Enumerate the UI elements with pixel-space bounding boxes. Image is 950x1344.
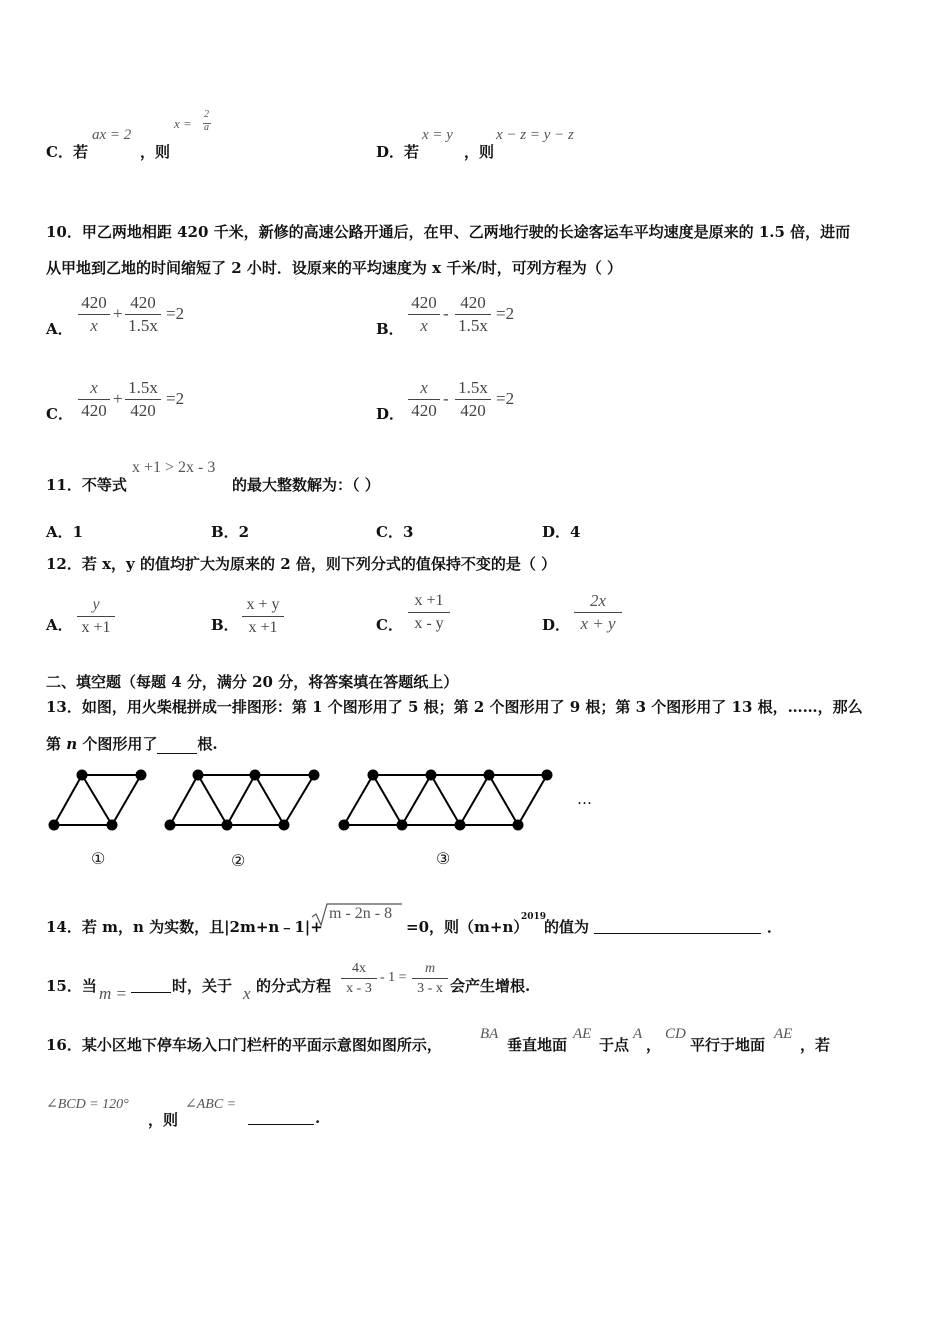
q10-c-frac2: $\frac{1.5x}{420}$ [125,377,161,422]
q16-end: . [315,1109,321,1127]
q10-d-frac1: $\frac{x}{420}$ [408,377,440,422]
q15-minus-one: - 1 = [380,970,407,985]
q11-option-a: A．1 [46,523,84,541]
q10-b-frac2: $\frac{420}{1.5x}$ [455,292,491,337]
q14-sqrt-radicand: m - 2n - 8 [329,905,393,922]
q13-figure-label-1: ① [91,849,106,868]
q11-prefix: 11．不等式 [46,476,127,494]
q15-m-equals: m = [99,984,127,1003]
q9-c-result-num: 2 [204,109,209,120]
q12-option-a-label: A． [46,616,73,634]
q16-text-5: ，若 [800,1036,831,1054]
q10-a-frac2: $\frac{420}{1.5x}$ [125,292,161,337]
q15-mid: 时，关于 [172,977,233,995]
q10-b-rhs: =2 [496,304,515,323]
q12-option-b-label: B． [211,616,239,634]
q10-stem-line1: 10．甲乙两地相距 420 千米，新修的高速公路开通后，在甲、乙两地行驶的长途客运车平均速度是原来的 1.5 倍，进而 [46,223,851,241]
q10-b-frac1: $\frac{420}{x}$ [408,292,440,337]
q14-mid: =0，则（m+n） [406,918,529,936]
q16-text-3: ， [646,1036,662,1054]
q16-prefix: 16．某小区地下停车场入口门栏杆的平面示意图如图所示， [46,1036,442,1054]
q10-option-b-label: B． [376,320,404,338]
q16-cd: CD [665,1026,686,1042]
figure-2 [166,771,319,830]
q10-a-op: + [113,304,123,323]
q10-c-rhs: =2 [166,389,185,408]
q9-d-label: D．若 [376,143,420,161]
q9-c-label: C．若 [46,143,88,161]
q9-d-then: ，则 [464,143,495,161]
q9-c-then: ，则 [140,143,171,161]
q13-answer-blank[interactable] [157,753,197,754]
q15-prefix: 15．当 [46,977,97,995]
q10-option-a-label: A． [46,320,73,338]
q10-d-rhs: =2 [496,389,515,408]
q16-ae-2: AE [774,1026,793,1042]
q14-prefix: 14．若 m，n 为实数，且|2m+n﹣1|+ [46,918,323,936]
q10-stem-line2: 从甲地到乙地的时间缩短了 2 小时．设原来的平均速度为 x 千米/时，可列方程为（ ） [46,259,622,277]
q11-option-b: B．2 [211,523,250,541]
q16-text-4: 平行于地面 [690,1036,766,1054]
q9-c-result-den: a [204,122,209,133]
q12-option-d-label: D． [542,616,571,634]
q16-ba: BA [480,1026,499,1042]
section-2-heading: 二、填空题（每题 4 分，满分 20 分，将答案填在答题纸上） [46,673,459,691]
q14-post: 的值为 [544,918,590,936]
q10-c-frac1: $\frac{x}{420}$ [78,377,110,422]
q13-figure-label-2: ② [231,851,246,870]
q10-a-frac1: $\frac{420}{x}$ [78,292,110,337]
q10-option-d-label: D． [376,405,405,423]
q11-inequality: x +1 > 2x - 3 [132,459,216,476]
q10-d-frac2: $\frac{1.5x}{420}$ [455,377,491,422]
q11-suffix: 的最大整数解为：（ ） [232,476,380,494]
q12-option-c-label: C． [376,616,403,634]
q12-d-frac: $\frac{2x}{x + y}$ [574,590,622,635]
q13-ellipsis: … [577,790,592,808]
q10-d-op: - [443,389,449,408]
q14-answer-blank[interactable] [594,915,761,934]
q15-answer-blank[interactable] [131,976,171,993]
q10-b-op: - [443,304,449,323]
q16-angle-abc: ∠ABC = [185,1097,237,1112]
q9-d-condition: x = y [422,127,453,143]
q15-frac2: $\frac{m}{3 - x}$ [412,960,448,999]
figure-3 [340,771,552,830]
q16-answer-blank[interactable] [248,1108,314,1125]
q15-post: 会产生增根. [450,977,531,995]
q16-point-a: A [633,1026,643,1042]
figure-1 [50,771,146,830]
q16-angle-bcd: ∠BCD = 120° [46,1097,129,1112]
q12-c-frac: $\frac{x +1}{x - y}$ [408,590,450,635]
q16-text-2: 于点 [599,1036,630,1054]
q9-c-condition: ax = 2 [92,127,132,143]
q13-stem-line2: 第 n 个图形用了 根. [46,735,218,753]
q11-option-d: D．4 [542,523,581,541]
q13-matchstick-figures [40,765,640,835]
q12-stem: 12．若 x，y 的值均扩大为原来的 2 倍，则下列分式的值保持不变的是（ ） [46,555,557,573]
q13-stem-line1: 13．如图，用火柴棍拼成一排图形：第 1 个图形用了 5 根；第 2 个图形用了 9 根；第 3 个图形用了 13 根，……，那么 [46,698,863,716]
q15-mid2: 的分式方程 [256,977,332,995]
q9-d-result: x − z = y − z [496,127,574,143]
q11-option-c: C．3 [376,523,414,541]
q14-exponent: 2019 [521,912,547,922]
q10-c-op: + [113,389,123,408]
q15-frac1: $\frac{4x}{x - 3}$ [341,960,377,999]
q14-end: ． [767,918,783,936]
q15-variable: x [243,984,251,1003]
q12-b-frac: $\frac{x + y}{x +1}$ [242,594,284,639]
q10-a-rhs: =2 [166,304,185,323]
q10-option-c-label: C． [46,405,73,423]
q9-c-result-lhs: x = [174,116,192,131]
q16-text-1: 垂直地面 [507,1036,568,1054]
q12-a-frac: $\frac{y}{x +1}$ [77,594,115,639]
q16-ae-1: AE [573,1026,592,1042]
q16-then: ，则 [148,1111,179,1129]
q13-figure-label-3: ③ [436,849,451,868]
